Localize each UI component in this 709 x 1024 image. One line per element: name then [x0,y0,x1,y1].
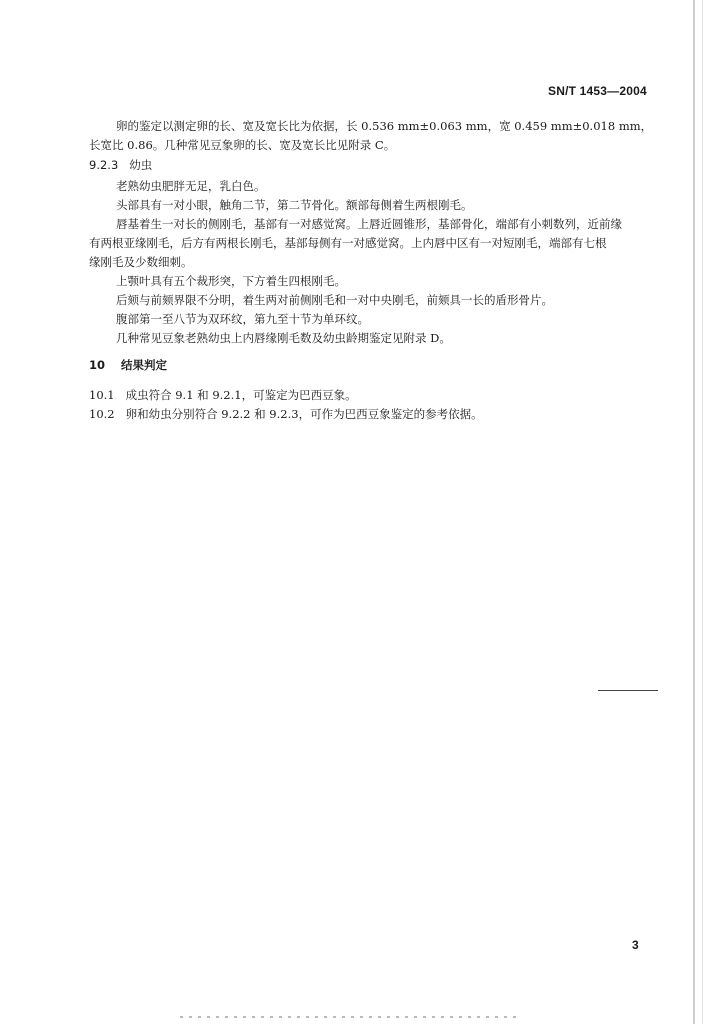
item-number: 10.2 [89,407,115,421]
item-text: 卵和幼虫分别符合 9.2.2 和 9.2.3，可作为巴西豆象鉴定的参考依据。 [125,407,483,421]
paragraph-egg-line2: 长宽比 0.86。几种常见豆象卵的长、宽及宽长比见附录 C。 [89,138,396,152]
paragraph-head: 头部具有一对小眼，触角二节，第二节骨化。额部每侧着生两根刚毛。 [116,198,473,212]
scan-edge [693,0,695,1024]
paragraph-clypeus-line1: 唇基着生一对长的侧刚毛，基部有一对感觉窝。上唇近圆锥形，基部骨化，端部有小刺数列，近前缘 [116,217,622,231]
paragraph-mentum: 后颏与前颏界限不分明，着生两对前侧刚毛和一对中央刚毛，前颏具一长的盾形骨片。 [116,293,553,307]
paragraph-clypeus-line2: 有两根亚缘刚毛，后方有两根长刚毛，基部每侧有一对感觉窝。上内唇中区有一对短刚毛，端部有七根 [89,236,607,250]
paragraph-appendix-d: 几种常见豆象老熟幼虫上内唇缘刚毛数及幼虫龄期鉴定见附录 D。 [116,331,451,345]
item-10-1 [89,386,357,405]
paragraph-egg-line1: 卵的鉴定以测定卵的长、宽及宽长比为依据，长 0.536 mm±0.063 mm，宽 0.459 mm±0.018 mm， [116,119,653,133]
item-number: 10.1 [89,388,115,402]
section-heading-10 [89,357,167,373]
section-number: 10 [89,358,106,372]
page-number: 3 [632,938,639,952]
item-10-2 [89,405,483,424]
scan-noise [180,1016,520,1018]
section-number: 9.2.3 [89,158,119,172]
section-heading-9-2-3 [89,157,152,173]
section-title: 结果判定 [121,358,168,372]
document-code: SN/T 1453—2004 [548,84,647,98]
paragraph-abdomen: 腹部第一至八节为双环纹，第九至十节为单环纹。 [116,312,369,326]
item-text: 成虫符合 9.1 和 9.2.1，可鉴定为巴西豆象。 [125,388,357,402]
section-title: 幼虫 [129,158,153,172]
paragraph-larva-body: 老熟幼虫肥胖无足，乳白色。 [116,179,266,193]
end-rule [598,690,658,691]
paragraph-clypeus-line3: 缘刚毛及少数细刺。 [89,255,193,269]
scan-edge-secondary [702,0,703,1024]
paragraph-mandible: 上颚叶具有五个裁形突，下方着生四根刚毛。 [116,274,346,288]
